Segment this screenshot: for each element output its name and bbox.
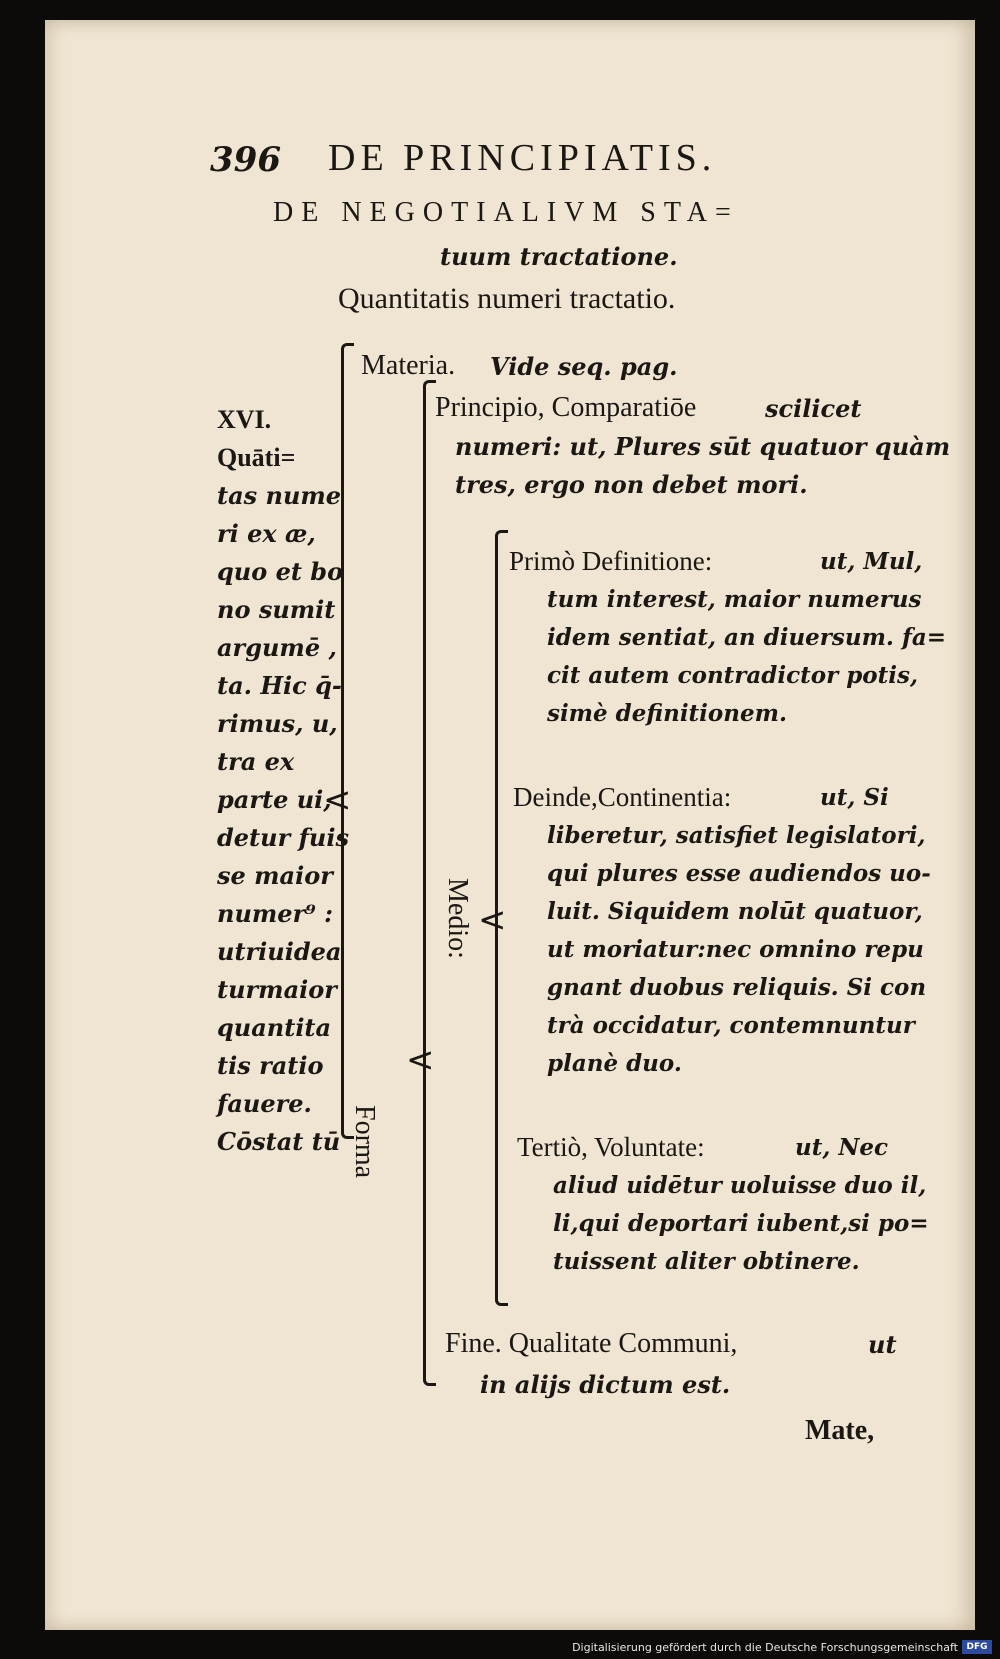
margin-note-line: quantita bbox=[217, 1013, 332, 1042]
primo-line: cit autem contradictor potis, bbox=[547, 662, 918, 689]
principio-line: numeri: ut, Plures sūt quatuor quàm bbox=[455, 432, 951, 461]
running-title: DE PRINCIPIATIS. bbox=[328, 137, 717, 179]
margin-note-line: tis ratio bbox=[217, 1051, 324, 1080]
margin-note-line: se maior bbox=[217, 861, 333, 890]
margin-note-line: tra ex bbox=[217, 747, 295, 776]
deinde-line: qui plures esse audiendos uo- bbox=[547, 860, 931, 887]
principio-line: scilicet bbox=[765, 394, 862, 423]
forma-label: Forma bbox=[349, 1105, 380, 1179]
margin-note-line: Quāti= bbox=[217, 443, 296, 472]
deinde-line: ut, Si bbox=[820, 784, 889, 811]
primo-line: idem sentiat, an diuersum. fa= bbox=[547, 624, 947, 651]
book-page bbox=[45, 20, 975, 1630]
forma-brace bbox=[423, 380, 436, 1386]
margin-note-line: ta. Hic q̄- bbox=[217, 671, 342, 700]
dfg-logo: DFG bbox=[962, 1640, 992, 1654]
main-brace-point: < bbox=[323, 780, 352, 820]
medio-label: Medio: bbox=[442, 878, 473, 959]
deinde-line: gnant duobus reliquis. Si con bbox=[547, 974, 927, 1001]
deinde-line: planè duo. bbox=[547, 1050, 682, 1077]
section-heading-line1: DE NEGOTIALIVM STA= bbox=[273, 197, 739, 228]
margin-note-line: ri ex æ, bbox=[217, 519, 316, 548]
margin-note-line: no sumit bbox=[217, 595, 336, 624]
margin-note-line: rimus, u, bbox=[217, 709, 338, 738]
margin-note-line: utriuidea bbox=[217, 937, 342, 966]
margin-note-line: tas nume bbox=[217, 481, 342, 510]
fine-line: ut bbox=[868, 1330, 897, 1359]
deinde-line: ut moriatur:nec omnino repu bbox=[547, 936, 924, 963]
margin-note-line: parte ui, bbox=[217, 785, 332, 814]
margin-note-line: quo et bo bbox=[217, 557, 344, 586]
section-heading-line2: tuum tractatione. bbox=[440, 242, 678, 271]
tertio-line: li,qui deportari iubent,si po= bbox=[553, 1210, 929, 1237]
margin-note-line: fauere. bbox=[217, 1089, 312, 1118]
margin-note-line: numer⁹ : bbox=[217, 899, 333, 928]
margin-note-line: XVI. bbox=[217, 405, 272, 434]
margin-note-line: turmaior bbox=[217, 975, 337, 1004]
footer-credit: Digitalisierung gefördert durch die Deutsche Forschungsgemeinschaft bbox=[0, 1636, 1000, 1659]
principio-line: tres, ergo non debet mori. bbox=[455, 470, 808, 499]
tertio-line: ut, Nec bbox=[795, 1134, 889, 1161]
primo-line: tum interest, maior numerus bbox=[547, 586, 922, 613]
fine-label: Fine. Qualitate Communi, bbox=[445, 1328, 738, 1359]
medio-brace-point: < bbox=[478, 900, 507, 940]
deinde-line: liberetur, satisfiet legislatori, bbox=[547, 822, 926, 849]
materia-ref: Vide seq. pag. bbox=[490, 352, 678, 381]
primo-label: Primò Definitione: bbox=[509, 546, 713, 576]
margin-note-line: argumē , bbox=[217, 633, 337, 662]
forma-brace-point: < bbox=[406, 1040, 435, 1080]
deinde-line: luit. Siquidem nolūt quatuor, bbox=[547, 898, 923, 925]
materia-label: Materia. bbox=[361, 350, 456, 381]
main-brace-line bbox=[341, 343, 354, 1139]
fine-line: in alijs dictum est. bbox=[480, 1370, 731, 1399]
primo-line: ut, Mul, bbox=[820, 548, 923, 575]
margin-note-line: detur fuis bbox=[217, 823, 349, 852]
tertio-line: aliud uidētur uoluisse duo il, bbox=[553, 1172, 927, 1199]
page-number: 396 bbox=[210, 140, 281, 180]
deinde-label: Deinde,Continentia: bbox=[513, 782, 732, 812]
margin-note-line: Cōstat tū bbox=[217, 1127, 341, 1156]
deinde-line: trà occidatur, contemnuntur bbox=[547, 1012, 915, 1039]
tertio-label: Tertiò, Voluntate: bbox=[517, 1132, 705, 1162]
section-subtitle: Quantitatis numeri tractatio. bbox=[338, 282, 676, 315]
tertio-line: tuissent aliter obtinere. bbox=[553, 1248, 860, 1275]
principio-label: Principio, Comparatiōe bbox=[435, 392, 697, 423]
primo-line: simè definitionem. bbox=[547, 700, 787, 727]
catchword: Mate, bbox=[805, 1415, 875, 1446]
